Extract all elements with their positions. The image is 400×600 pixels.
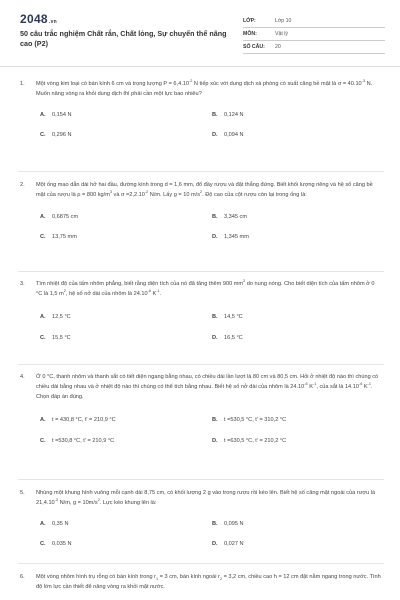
question-divider [18,479,384,480]
question-4: 4. Ở 0 °C, thanh nhôm và thanh sắt có tiết diện ngang bằng nhau, có chiều dài lần lượt là 80 cm và 80,5 cm. Hỏi ở nhiệt độ nào thì chúng có chiều dài bằng nhau và ở nhiệt độ nào thì chúng có thể tích bằng nhau. Biết hệ số nở dài của nhôm là $24.10^{-6}$ $K^{-1}$, của sắt là $14.10^{-6}$ $K^{-1}$. Chọn đáp án đúng. A. t = 430,8 °C, t' = 210,9 °C B. t =530,5 °C, t' = 310,2 °C C. t =530,8 °C, t' = 210,9 °C D. t =630,5 °C, t' = 210,2 °C [20,372,385,443]
question-2: 2. Một ống mao dẫn dài hở hai đầu, đường kính trong d = 1,6 mm, đổ đầy rượu và đặt thẳng đứng. Biết khối lượng riêng và hệ số căng bề mặt của rượu là ρ = 800 $kg/m^3$ và $\sigma =2,2.10^{-2}$ N/m. Lấy g = 10 $m/s^2$. Độ cao của cột rượu còn lại trong ống là: A. 0,6875 cm B. 3,345 cm C. 13,75 mm D. 1,345 mm [20,180,385,241]
question-3: 3. Tìm nhiệt độ của tấm nhôm phẳng, biết rằng diện tích của nó đã tăng thêm 900 $mm^2$ do nung nóng. Cho biết diện tích của tấm nhôm ở 0 °C là 1,5 $m^2$, hệ số nở dài của nhôm là $24.10^{-6}$ $K^{-1}$. A. 12,5 °C B. 14,5 °C C. 15,5 °C D. 16,5 °C [20,279,385,340]
page-title: 50 câu trắc nghiệm Chất rắn, Chất lỏng, Sự chuyển thể nâng cao (P2) [20,29,227,48]
option-d[interactable]: D. 0,027 N [212,541,244,547]
option-a[interactable]: A. 0,154 N [40,112,72,118]
meta-row-subject: MÔN: Vật lý [243,28,385,41]
header-divider [0,66,400,67]
question-text: Tìm nhiệt độ của tấm nhôm phẳng, biết rằng diện tích của nó đã tăng thêm 900 $mm^2$ do nung nóng. Cho biết diện tích của tấm nhôm ở 0 °C là 1,5 $m^2$, hệ số nở dài của nhôm là $24.10^{-6}$ $K^{-1}$. [36,279,375,297]
site-logo[interactable]: 2048.vn [20,12,58,26]
option-c[interactable]: C. 0,035 N [40,541,72,547]
question-divider [18,563,384,564]
option-d[interactable]: D. t =630,5 °C, t' = 210,2 °C [212,438,287,444]
option-a[interactable]: A. 0,6875 cm [40,214,79,220]
question-divider [18,364,384,365]
option-d[interactable]: D. 0,094 N [212,132,244,138]
option-a[interactable]: A. 12,5 °C [40,314,71,320]
option-a[interactable]: A. t = 430,8 °C, t' = 210,9 °C [40,417,116,423]
meta-row-class: LỚP: Lớp 10 [243,15,385,28]
meta-row-count: SỐ CÂU: 20 [243,41,385,54]
option-b[interactable]: B. 3,345 cm [212,214,248,220]
meta-table [243,15,385,54]
question-text: Ở 0 °C, thanh nhôm và thanh sắt có tiết diện ngang bằng nhau, có chiều dài lần lượt là 80 cm và 80,5 cm. Hỏi ở nhiệt độ nào thì chúng có chiều dài bằng nhau và ở nhiệt độ nào thì chúng có thể tích bằng nhau. Biết hệ số nở dài của nhôm là $24.10^{-6}$ $K^{-1}$, của sắt là $14.10^{-6}$ $K^{-1}$. Chọn đáp án đúng. [36,374,379,400]
document-header [20,12,385,58]
question-6: 6. Một vòng nhôm hình trụ rỗng có bán kính trong $r_1 = 3$ cm, bán kính ngoài $r_2 = 3,2$ cm, chiều cao h = 12 cm đặt nằm ngang trong nước. Tính độ lớn lực cần thiết để nâng vòng ra khỏi mặt nước. [20,574,381,590]
option-c[interactable]: C. 13,75 mm [40,234,77,240]
option-c[interactable]: C. 0,296 N [40,132,72,138]
question-5: 5. Nhúng một khung hình vuông mỗi cạnh dài 8,75 cm, có khối lượng 2 g vào trong rượu rồi kéo lên. Biết hệ số căng mặt ngoài của rượu là $21,4.10^{-3}$ N/m, $g = 10m/s^2$. Lực kéo khung lên là: A. 0,35 N B. 0,095 N C. 0,035 N D. 0,027 N [20,488,385,549]
option-a[interactable]: A. 0,35 N [40,521,69,527]
question-divider [18,271,384,272]
option-b[interactable]: B. 0,124 N [212,112,244,118]
option-c[interactable]: C. t =530,8 °C, t' = 210,9 °C [40,438,115,444]
question-text: Một vòng kim loại có bán kính 6 cm và trọng lượng $P = 6,4.10^{-2}$ N tiếp xúc với dung dịch xà phòng có suất căng bề mặt là $\sigma = 40.10^{-3}$ N. Muốn nâng vòng ra khỏi dung dịch thì phải cần một lực bao nhiêu? [36,79,373,97]
question-1: 1. Một vòng kim loại có bán kính 6 cm và trọng lượng $P = 6,4.10^{-2}$ N tiếp xúc với dung dịch xà phòng có suất căng bề mặt là $\sigma = 40.10^{-3}$ N. Muốn nâng vòng ra khỏi dung dịch thì phải cần một lực bao nhiêu? A. 0,154 N B. 0,124 N C. 0,296 N D. 0,094 N [20,79,385,140]
option-d[interactable]: D. 16,5 °C [212,335,243,341]
option-b[interactable]: B. 14,5 °C [212,314,243,320]
question-text: Nhúng một khung hình vuông mỗi cạnh dài 8,75 cm, có khối lượng 2 g vào trong rượu rồi kéo lên. Biết hệ số căng mặt ngoài của rượu là $21,4.10^{-3}$ N/m, $g = 10m/s^2$. Lực kéo khung lên là: [36,490,376,506]
option-b[interactable]: B. t =530,5 °C, t' = 310,2 °C [212,417,287,423]
option-c[interactable]: C. 15,5 °C [40,335,71,341]
option-d[interactable]: D. 1,345 mm [212,234,249,240]
question-divider [18,171,384,172]
question-text: Một ống mao dẫn dài hở hai đầu, đường kính trong d = 1,6 mm, đổ đầy rượu và đặt thẳng đứng. Biết khối lượng riêng và hệ số căng bề mặt của rượu là ρ = 800 $kg/m^3$ và $\sigma =2,2.10^{-2}$ N/m. Lấy g = 10 $m/s^2$. Độ cao của cột rượu còn lại trong ống là: [36,182,373,198]
option-b[interactable]: B. 0,095 N [212,521,244,527]
question-text: Một vòng nhôm hình trụ rỗng có bán kính trong $r_1 = 3$ cm, bán kính ngoài $r_2 = 3,2$ cm, chiều cao h = 12 cm đặt nằm ngang trong nước. Tính độ lớn lực cần thiết để nâng vòng ra khỏi mặt nước. [36,574,381,590]
